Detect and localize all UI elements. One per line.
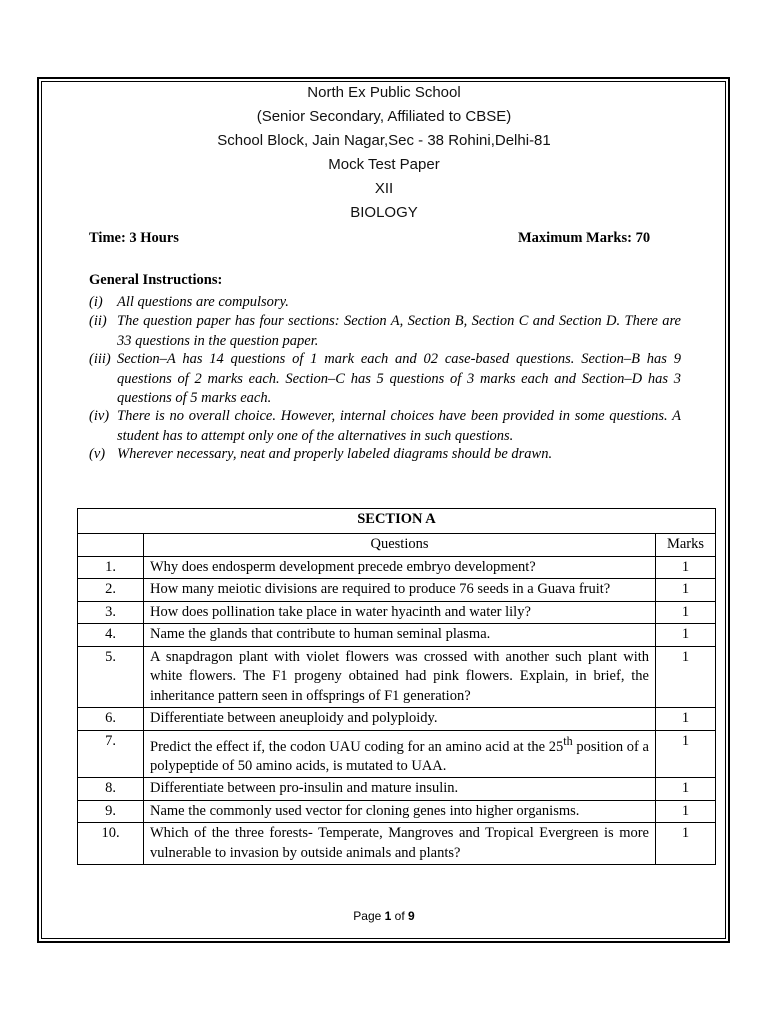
- instruction-text: Wherever necessary, neat and properly labeled diagrams should be drawn.: [117, 446, 553, 462]
- instruction-item: [89, 350, 681, 409]
- question-text: Why does endosperm development precede embryo development?: [144, 556, 656, 579]
- question-number: 7.: [78, 730, 144, 778]
- question-marks: 1: [656, 579, 716, 602]
- school-affiliation: (Senior Secondary, Affiliated to CBSE): [256, 108, 512, 125]
- question-text-part: position of a polypeptide of 50 amino acids, is mutated to UAA.: [150, 738, 649, 774]
- table-row: [78, 800, 716, 823]
- instruction-item: [89, 293, 681, 313]
- question-text: Name the glands that contribute to human seminal plasma.: [144, 624, 656, 647]
- question-text: A snapdragon plant with violet flowers was crossed with another such plant with white flowers. The F1 progeny obtained had pink flowers. Explain, in brief, the inheritance pattern seen in offsprings of F1 generation?: [144, 646, 656, 708]
- question-text: How many meiotic divisions are required to produce 76 seeds in a Guava fruit?: [144, 579, 656, 602]
- question-number: 2.: [78, 579, 144, 602]
- question-text-part: Predict the effect if, the codon UAU coding for an amino acid at the 25: [150, 738, 564, 755]
- page-footer: [0, 909, 768, 923]
- question-number: 5.: [78, 646, 144, 708]
- question-marks: 1: [656, 778, 716, 801]
- paper-type: Mock Test Paper: [328, 156, 440, 173]
- instruction-number: (iii): [89, 351, 111, 367]
- instruction-number: (v): [89, 446, 106, 462]
- section-a-table: [77, 508, 716, 865]
- question-marks: 1: [656, 646, 716, 708]
- table-row: [78, 708, 716, 731]
- instruction-item: [89, 312, 681, 351]
- question-text: Differentiate between aneuploidy and polyploidy.: [144, 708, 656, 731]
- question-marks: 1: [656, 708, 716, 731]
- question-marks: 1: [656, 730, 716, 778]
- subject-label: BIOLOGY: [350, 204, 418, 221]
- instruction-text: Section–A has 14 questions of 1 mark each and 02 case-based questions. Section–B has 9 questions of 2 marks each. Section–C has 5 questions of 3 marks each and Section–D has 3 questions of 5 marks each.: [117, 351, 681, 406]
- instruction-number: (i): [89, 294, 103, 310]
- max-marks-label: Maximum Marks: 70: [518, 230, 651, 246]
- table-row: [78, 601, 716, 624]
- question-number: 3.: [78, 601, 144, 624]
- of-word: of: [394, 909, 405, 923]
- table-row: [78, 624, 716, 647]
- header-marks: Marks: [656, 534, 716, 557]
- section-title: SECTION A: [78, 509, 716, 534]
- question-number: 10.: [78, 823, 144, 865]
- question-text: [144, 730, 656, 778]
- header-questions: Questions: [144, 534, 656, 557]
- question-text: Name the commonly used vector for cloning genes into higher organisms.: [144, 800, 656, 823]
- question-marks: 1: [656, 601, 716, 624]
- instruction-item: [89, 407, 681, 446]
- instruction-number: (ii): [89, 313, 107, 329]
- question-number: 1.: [78, 556, 144, 579]
- instructions-title: General Instructions:: [89, 272, 223, 288]
- school-address: School Block, Jain Nagar,Sec - 38 Rohini,Delhi-81: [217, 132, 551, 149]
- question-text: Differentiate between pro-insulin and mature insulin.: [144, 778, 656, 801]
- question-number: 4.: [78, 624, 144, 647]
- table-row: [78, 646, 716, 708]
- table-row: [78, 556, 716, 579]
- question-text: How does pollination take place in water hyacinth and water lily?: [144, 601, 656, 624]
- class-label: XII: [374, 180, 394, 197]
- question-marks: 1: [656, 800, 716, 823]
- time-label: Time: 3 Hours: [89, 230, 179, 246]
- table-row: [78, 823, 716, 865]
- table-row: [78, 730, 716, 778]
- instruction-number: (iv): [89, 408, 110, 424]
- question-number: 8.: [78, 778, 144, 801]
- question-text: Which of the three forests- Temperate, Mangroves and Tropical Evergreen is more vulnerable to invasion by outside animals and plants?: [144, 823, 656, 865]
- instruction-item: [89, 445, 681, 465]
- question-marks: 1: [656, 556, 716, 579]
- question-number: 6.: [78, 708, 144, 731]
- page-word: Page: [353, 909, 382, 923]
- table-row: [78, 778, 716, 801]
- instruction-text: The question paper has four sections: Section A, Section B, Section C and Section D. There are 33 questions in the question paper.: [117, 313, 681, 349]
- question-marks: 1: [656, 823, 716, 865]
- ordinal-suffix: th: [563, 733, 573, 748]
- page-total: 9: [408, 909, 415, 923]
- question-marks: 1: [656, 624, 716, 647]
- instruction-text: There is no overall choice. However, internal choices have been provided in some questions. A student has to attempt only one of the alternatives in such questions.: [117, 408, 681, 444]
- school-name: North Ex Public School: [307, 84, 461, 101]
- question-number: 9.: [78, 800, 144, 823]
- header-number-cell: [78, 534, 144, 557]
- table-row: [78, 579, 716, 602]
- page-current: 1: [384, 909, 392, 923]
- instruction-text: All questions are compulsory.: [117, 294, 289, 310]
